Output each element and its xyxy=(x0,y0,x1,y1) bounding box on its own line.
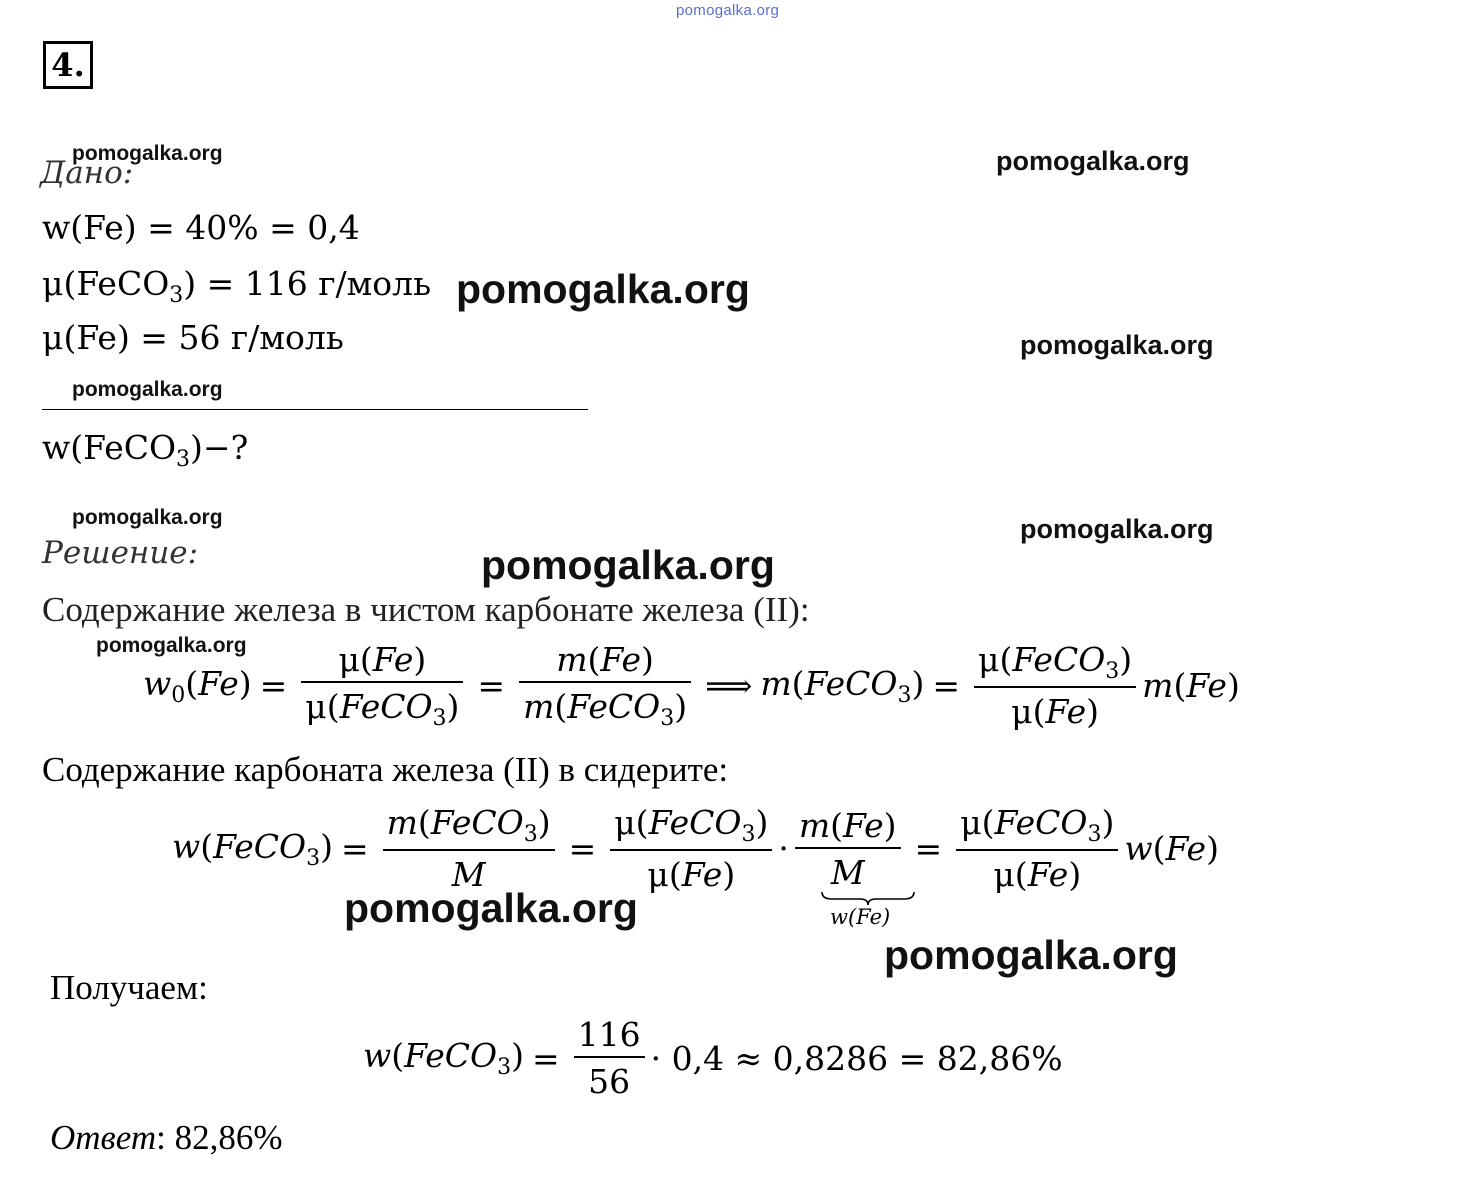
given-divider xyxy=(42,409,588,410)
watermark-8: pomogalka.org xyxy=(481,542,775,588)
watermark-5: pomogalka.org xyxy=(72,378,223,401)
given-line-1: w(Fe) = 40% = 0,4 xyxy=(42,208,360,247)
watermark-3: pomogalka.org xyxy=(456,266,750,312)
given-label: Дано: xyxy=(40,155,134,191)
watermark-7: pomogalka.org xyxy=(1020,514,1214,544)
answer: Ответ: 82,86% xyxy=(50,1118,283,1157)
equation-result: w(FeCO$_3$) = $\frac{116}{56}$ · 0,4 ≈ 0,8286 = 82,86% xyxy=(363,1015,1063,1101)
problem-number: 4. xyxy=(43,41,93,89)
text-result: Получаем: xyxy=(50,968,208,1007)
watermark-11: pomogalka.org xyxy=(884,932,1178,978)
text-iron-content: Содержание железа в чистом карбонате железа (II): xyxy=(42,590,810,629)
watermark-6: pomogalka.org xyxy=(72,506,223,529)
solution-label: Решение: xyxy=(42,535,199,571)
equation-carbonate-fraction: w(FeCO$_3$) = $\frac{m(FeCO_3)}{M}$ = $\frac{\mu(FeCO_3)}{\mu(Fe)}$ · $\frac{m(Fe)}{M}$ = $\frac{\mu(FeCO_3)}{\mu(Fe)}$ w(Fe) xyxy=(172,803,1219,894)
watermark-2: pomogalka.org xyxy=(996,146,1190,176)
watermark-9: pomogalka.org xyxy=(96,634,247,657)
brace-label: w(Fe) xyxy=(830,905,891,929)
find-line: w(FeCO$_3$)−? xyxy=(42,428,249,472)
underbrace xyxy=(818,890,918,906)
watermark-top: pomogalka.org xyxy=(676,2,780,19)
text-carbonate-content: Содержание карбоната железа (II) в сидерите: xyxy=(42,750,729,789)
watermark-10: pomogalka.org xyxy=(344,885,638,931)
equation-iron-fraction: $w_0(Fe)$ = $\frac{\mu(Fe)}{\mu(FeCO_3)}$ = $\frac{m(Fe)}{m(FeCO_3)}$ ⟹ m(FeCO$_3$) = $\frac{\mu(FeCO_3)}{\mu(Fe)}$ m(Fe) xyxy=(143,640,1240,731)
given-line-2: μ(FeCO$_3$) = 116 г/моль xyxy=(42,264,432,308)
watermark-1: pomogalka.org xyxy=(72,142,223,165)
watermark-4: pomogalka.org xyxy=(1020,330,1214,360)
given-line-3: μ(Fe) = 56 г/моль xyxy=(42,318,344,357)
